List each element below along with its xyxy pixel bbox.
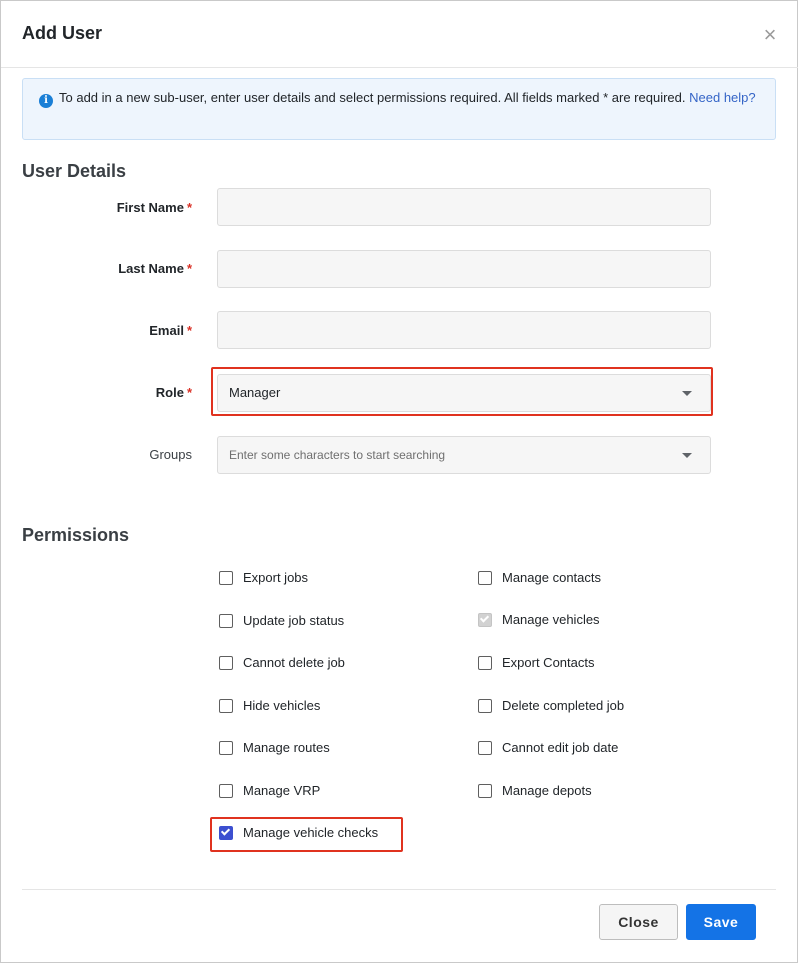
save-button[interactable]: Save — [686, 904, 756, 940]
footer-divider — [22, 889, 776, 890]
user-details-heading: User Details — [22, 161, 127, 181]
info-icon: i — [39, 94, 53, 108]
dialog-header — [1, 1, 798, 68]
last-name-label: Last Name * — [118, 261, 192, 276]
close-icon[interactable]: × — [763, 22, 777, 47]
first-name-input[interactable] — [217, 188, 711, 226]
check-icon — [480, 613, 489, 622]
required-marker: * — [186, 261, 192, 276]
checkbox[interactable] — [478, 656, 492, 670]
required-marker: * — [186, 200, 192, 215]
email-label: Email * — [149, 323, 192, 338]
check-icon — [221, 826, 230, 835]
close-button[interactable]: Close — [599, 904, 678, 940]
checkbox[interactable] — [219, 614, 233, 628]
required-marker: * — [186, 323, 192, 338]
checkbox[interactable] — [219, 571, 233, 585]
checkbox[interactable] — [219, 699, 233, 713]
required-marker: * — [186, 385, 192, 400]
role-select[interactable] — [217, 374, 711, 412]
first-name-label: First Name * — [116, 200, 192, 215]
checkbox-checked[interactable] — [219, 826, 233, 840]
groups-select[interactable] — [217, 436, 711, 474]
chevron-down-icon — [682, 453, 692, 458]
last-name-input[interactable] — [217, 250, 711, 288]
email-input[interactable] — [217, 311, 711, 349]
groups-placeholder: Enter some characters to start searching — [229, 448, 446, 462]
need-help-link[interactable]: Need help? — [689, 90, 756, 105]
groups-label: Groups — [149, 447, 192, 462]
checkbox[interactable] — [478, 571, 492, 585]
info-banner — [22, 78, 776, 140]
permissions-heading: Permissions — [22, 525, 130, 545]
dialog-title: Add User — [22, 23, 103, 43]
role-label: Role * — [155, 385, 192, 400]
checkbox[interactable] — [478, 699, 492, 713]
chevron-down-icon — [682, 391, 692, 396]
checkbox[interactable] — [219, 656, 233, 670]
checkbox[interactable] — [478, 784, 492, 798]
checkbox[interactable] — [219, 784, 233, 798]
checkbox[interactable] — [219, 741, 233, 755]
checkbox-disabled-checked — [478, 613, 492, 627]
role-value: Manager — [229, 385, 281, 400]
add-user-dialog: Add User × i To add in a new sub-user, enter user details and select permissions required. All fields marked * are required. Need help? User Details First Name * Last Name * Email * Role * Manager Groups Enter some characters to start searching Permissions Export jobs Update job status Cannot delete job Hide vehicles Manage routes Manage VRP Manage vehicle checks Manage contacts Manage vehicles Export Contacts Delete completed job Cannot edit job date Manage depots Close Save — [0, 0, 798, 963]
checkbox[interactable] — [478, 741, 492, 755]
info-text: To add in a new sub-user, enter user details and select permissions required. All fields marked * are required. — [59, 90, 686, 105]
